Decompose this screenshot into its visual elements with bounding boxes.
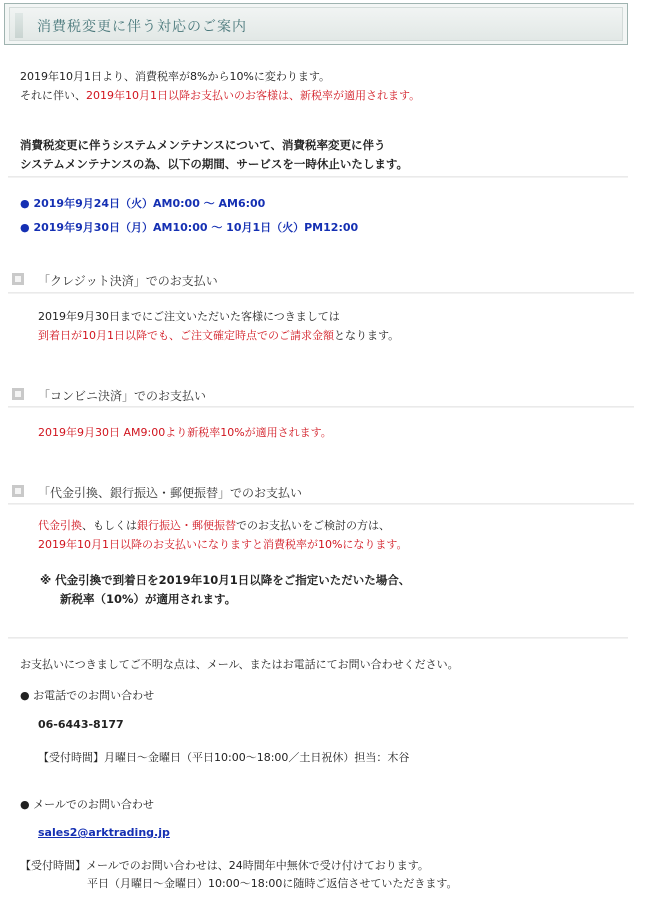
period-item-2 bbox=[20, 219, 358, 235]
convenience-line-1: 2019年9月30日 AM9:00より新税率10%が適用されます。 bbox=[38, 426, 332, 439]
mail-hours-2: 平日（月曜日～金曜日）10:00～18:00に随時ご返信させていただきます。 bbox=[87, 877, 458, 890]
mail-heading: ● メールでのお問い合わせ bbox=[20, 798, 154, 811]
cod-line-1-suffix: でのお支払いをご検討の方は、 bbox=[236, 519, 390, 532]
mail-hours-1: 【受付時間】メールでのお問い合わせは、24時間年中無休で受け付けております。 bbox=[20, 859, 429, 872]
divider bbox=[8, 406, 634, 408]
divider bbox=[8, 503, 634, 505]
contact-intro: お支払いにつきましてご不明な点は、メール、またはお電話にてお問い合わせください。 bbox=[20, 658, 459, 671]
cod-line-1 bbox=[38, 517, 390, 533]
intro-line-2-red: 2019年10月1日以降お支払いのお客様は、新税率が適用されます。 bbox=[86, 89, 421, 102]
credit-line-2-suffix: となります。 bbox=[334, 329, 400, 342]
phone-number: 06-6443-8177 bbox=[38, 718, 124, 731]
phone-heading: ● お電話でのお問い合わせ bbox=[20, 689, 155, 702]
maintenance-line-1: 消費税変更に伴うシステムメンテナンスについて、消費税率変更に伴う bbox=[20, 138, 386, 152]
cod-line-1-mid: 、もしくは bbox=[82, 519, 137, 532]
cod-line-1-red-a: 代金引換 bbox=[38, 519, 82, 532]
divider bbox=[8, 292, 634, 294]
cod-heading: 「代金引換、銀行振込・郵便振替」でのお支払い bbox=[38, 486, 303, 500]
page-title: 消費税変更に伴う対応のご案内 bbox=[37, 19, 247, 35]
intro-line-2 bbox=[20, 87, 420, 103]
bullet-icon: ● bbox=[20, 197, 30, 210]
convenience-heading: 「コンビニ決済」でのお支払い bbox=[38, 389, 207, 403]
period-text: 2019年9月24日（火）AM0:00 ～ AM6:00 bbox=[33, 197, 266, 210]
credit-line-2-red: 到着日が10月1日以降でも、ご注文確定時点でのご請求金額 bbox=[38, 329, 334, 342]
cod-note-line-1: ※ 代金引換で到着日を2019年10月1日以降をご指定いただいた場合、 bbox=[40, 573, 411, 587]
maintenance-line-2: システムメンテナンスの為、以下の期間、サービスを一時休止いたします。 bbox=[20, 157, 409, 171]
phone-hours: 【受付時間】月曜日～金曜日（平日10:00～18:00／土日祝休）担当：木谷 bbox=[38, 751, 410, 764]
credit-line-1: 2019年9月30日までにご注文いただいた客様につきましては bbox=[38, 310, 340, 323]
period-text: 2019年9月30日（月）AM10:00 ～ 10月1日（火）PM12:00 bbox=[33, 221, 359, 234]
title-box bbox=[4, 3, 628, 45]
credit-line-2 bbox=[38, 327, 399, 343]
title-accent-bar bbox=[15, 13, 23, 38]
intro-line-2-prefix: それに伴い、 bbox=[20, 89, 86, 102]
divider bbox=[8, 176, 628, 178]
bullet-icon: ● bbox=[20, 221, 30, 234]
section-square-icon bbox=[12, 388, 24, 400]
section-square-icon bbox=[12, 485, 24, 497]
cod-note-line-2: 新税率（10%）が適用されます。 bbox=[60, 592, 237, 606]
period-item-1 bbox=[20, 195, 265, 211]
credit-heading: 「クレジット決済」でのお支払い bbox=[38, 274, 218, 288]
email-link-wrap bbox=[38, 826, 170, 839]
intro-line-1: 2019年10月1日より、消費税率が8%から10%に変わります。 bbox=[20, 70, 331, 83]
divider bbox=[8, 637, 628, 639]
section-square-icon bbox=[12, 273, 24, 285]
cod-line-2: 2019年10月1日以降のお支払いになりますと消費税率が10%になります。 bbox=[38, 538, 408, 551]
title-inner bbox=[9, 7, 623, 41]
cod-line-1-red-b: 銀行振込・郵便振替 bbox=[137, 519, 236, 532]
email-link[interactable]: sales2@arktrading.jp bbox=[38, 826, 170, 839]
